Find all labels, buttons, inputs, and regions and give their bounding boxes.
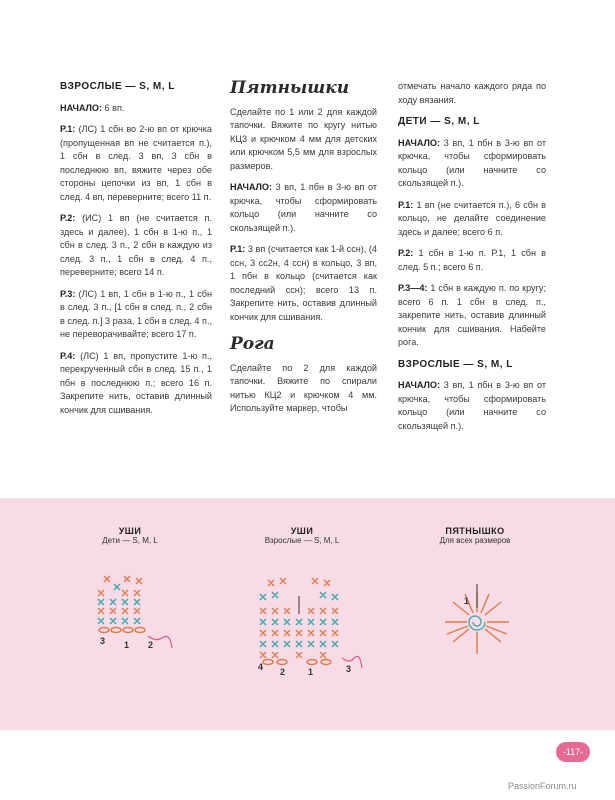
spot-num-1: 1 <box>464 596 470 606</box>
ears-adults-num-4: 4 <box>258 662 264 672</box>
kids-row-2: Р.2: 1 сбн в 1-ю п. Р.1, 1 сбн в след. 5 п.; всего 6 п. <box>398 248 546 272</box>
ears-kids-num-3: 3 <box>100 636 106 646</box>
column-3 <box>398 80 546 441</box>
horns-intro: Сделайте по 2 для каждой тапочки. Вяжите по спирали нитью КЦ2 и крючком 4 мм. Используйте маркер, чтобы <box>230 362 377 413</box>
kids-row-1: Р.1: 1 вп (не считается п.), 6 сбн в кольцо, не делайте соединение здесь и далее; всего 6 п. <box>398 199 546 237</box>
spots-row-1: Р.1: 3 вп (считается как 1-й ссн), (4 ссн, 3 сс2н, 4 ссн) в кольцо, 3 вп, 1 пбн в кольцо (считается как последний ссн); всего 13 п. Закрепите нить, оставив длинный кончик для сшивания. <box>230 244 377 322</box>
column-1 <box>60 80 212 425</box>
ears-kids-subtitle: Дети — S, M, L <box>102 536 158 545</box>
spots-title: Пятнышки <box>230 78 350 98</box>
row-1-paragraph: Р.1: (ЛС) 1 сбн во 2-ю вп от крючка (пропущенная вп не считается п.), 1 сбн в след. 3 вп, 3 сбн в последнюю вп, вяжите через обе стороны цепочки из вп, 1 сбн в след. 4 вп, переверните; всего 11 п. <box>60 124 212 202</box>
column-2 <box>230 80 377 424</box>
row-2-paragraph: Р.2: (ИС) 1 вп (не считается п. здесь и далее), 1 сбн в 1-ю п., 1 сбн в след. 3 п., 2 сбн в каждую из след. 3 п., 1 сбн в след. 4 п., переверните; всего 14 п. <box>60 213 212 277</box>
spot-subtitle: Для всех размеров <box>439 536 511 545</box>
ears-kids-num-2: 2 <box>148 640 154 650</box>
ears-adults-title: УШИ <box>290 526 314 536</box>
ears-kids-title: УШИ <box>118 526 142 536</box>
row-4-paragraph: Р.4: (ЛС) 1 вп, пропустите 1-ю п., перекрученный сбн в след. 15 п., 1 пбн в последнюю п.; всего 16 п. Закрепите нить, оставив длинный кончик для сшивания. <box>60 350 212 415</box>
spot-title: ПЯТНЫШКО <box>445 526 505 536</box>
ears-adults-num-3: 3 <box>346 664 352 674</box>
row-3-paragraph: Р.3: (ЛС) 1 вп, 1 сбн в 1-ю п., 1 сбн в след. 3 п., [1 сбн в след. п., 2 сбн в след. п.] 3 раза, 1 сбн в след. 4 п., не переворачивайте; всего 17 п. <box>60 288 212 339</box>
start-paragraph: НАЧАЛО: 6 вп. <box>60 102 125 113</box>
ears-adults-num-1: 1 <box>308 667 314 677</box>
ears-adults-num-2: 2 <box>280 667 286 677</box>
horns-intro-cont: отмечать начало каждого ряда по ходу вязания. <box>398 81 546 105</box>
ears-kids-chart <box>90 560 190 660</box>
ears-kids-num-1: 1 <box>124 640 130 650</box>
spot-diagram <box>425 526 525 545</box>
kids-start: НАЧАЛО: 3 вп, 1 пбн в 3-ю вп от крючка, чтобы сформировать кольцо (или начните со скользящей п.). <box>398 137 546 188</box>
watermark: PassionForum.ru <box>508 781 577 791</box>
page-number: -117- <box>556 742 590 762</box>
ears-adults-chart <box>250 568 365 678</box>
spots-start: НАЧАЛО: 3 вп, 1 пбн в 3-ю вп от крючка, чтобы сформировать кольцо (или начните со скользящей п.). <box>230 182 377 233</box>
kids-row-3-4: Р.3—4: 1 сбн в каждую п. по кругу; всего 6 п. 1 сбн в след. п., закрепите нить, оставив длинный кончик для сшивания. Набейте рога. <box>398 283 546 347</box>
kids-heading: ДЕТИ — S, M, L <box>398 116 480 127</box>
ears-kids-diagram <box>85 526 175 545</box>
ears-adults-diagram <box>252 526 352 545</box>
horns-title: Рога <box>230 334 275 354</box>
adults-heading: ВЗРОСЛЫЕ — S, M, L <box>60 81 175 92</box>
adults-heading-2: ВЗРОСЛЫЕ — S, M, L <box>398 358 513 370</box>
ears-adults-subtitle: Взрослые — S, M, L <box>264 536 340 545</box>
spots-intro: Сделайте по 1 или 2 для каждой тапочки. Вяжите по кругу нитью КЦ3 и крючком 4 мм для детских или крючком 5,5 мм для взрослых размеров. <box>230 106 377 171</box>
spot-chart <box>434 578 520 664</box>
adults-start: НАЧАЛО: 3 вп, 1 пбн в 3-ю вп от крючка, чтобы сформировать кольцо (или начните со скользящей п.). <box>398 380 546 431</box>
